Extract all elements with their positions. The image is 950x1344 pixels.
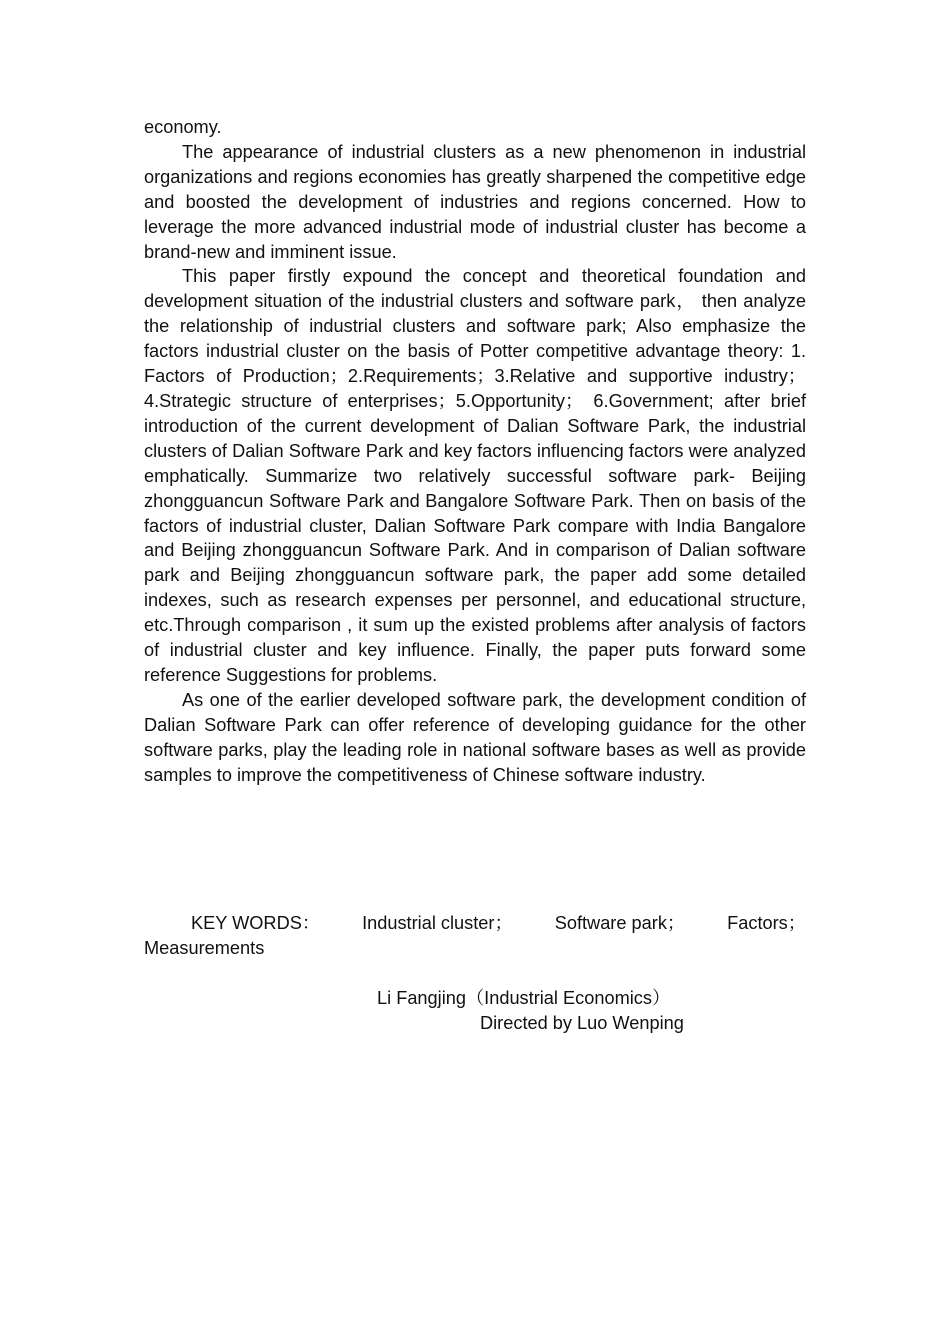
paragraph-conclusion: As one of the earlier developed software park, the development condition of Dalian Software Park can offer reference of developing guidance for the other software parks, play the leading role in national software bases as well as provide samples to improve the competitiveness of Chinese software industry. (144, 689, 806, 785)
keyword-continuation: Measurements (144, 937, 265, 958)
keyword-item: Factors； (727, 913, 806, 933)
keywords-label: KEY WORDS： (191, 913, 321, 933)
author-line: Li Fangjing（Industrial Economics） (377, 988, 671, 1008)
keywords-line (144, 911, 806, 936)
keywords-block (144, 911, 806, 961)
paragraph-industrial-clusters: The appearance of industrial clusters as a new phenomenon in industrial organizations and regions economies has greatly sharpened the competitive edge and boosted the development of industries and regions concerned. How to leverage the more advanced industrial mode of industrial cluster has become a brand-new and imminent issue. (144, 141, 806, 262)
abstract-body (144, 115, 806, 787)
paragraph-continuation: economy. (144, 117, 222, 137)
keyword-item: Industrial cluster； (362, 913, 513, 933)
director-line: Directed by Luo Wenping (480, 1013, 684, 1033)
paragraph-paper-overview: This paper firstly expound the concept and theoretical foundation and development situation of the industrial clusters and software park， then analyze the relationship of industrial clusters and software park; Also emphasize the factors industrial cluster on the basis of Potter competitive advantage theory: 1. Factors of Production；2.Requirements；3.Relative and supportive industry；4.Strategic structure of enterprises；5.Opportunity； 6.Government; after brief introduction of the current development of Dalian Software Park, the industrial clusters of Dalian Software Park and key factors influencing factors were analyzed emphatically. Summarize two relatively successful software park- Beijing zhongguancun Software Park and Bangalore Software Park. Then on basis of the factors of industrial cluster, Dalian Software Park compare with India Bangalore and Beijing zhongguancun Software Park. And in comparison of Dalian software park and Beijing zhongguancun software park, the paper add some detailed indexes, such as research expenses per personnel, and educational structure, etc.Through comparison , it sum up the existed problems after analysis of factors of industrial cluster and key influence. Finally, the paper puts forward some reference Suggestions for problems. (144, 266, 806, 685)
keyword-item: Software park； (554, 913, 686, 933)
